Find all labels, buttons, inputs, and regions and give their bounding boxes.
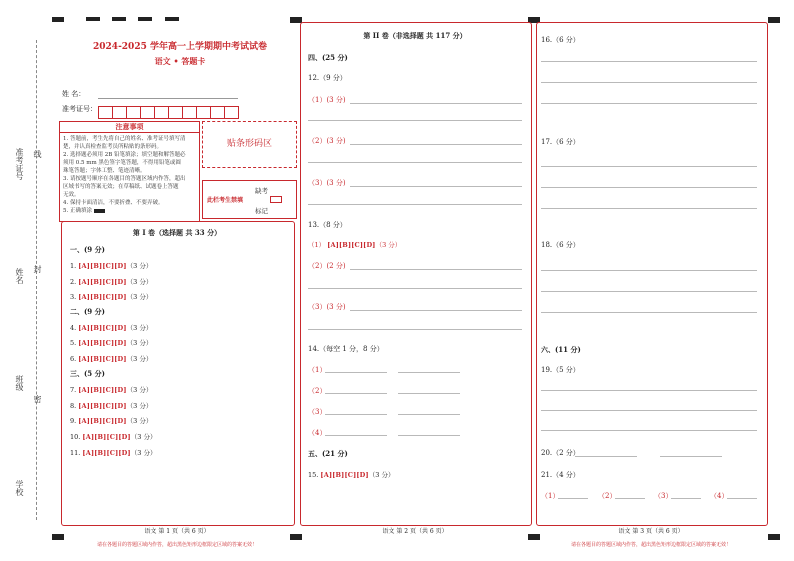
answer-line[interactable] (398, 372, 460, 373)
registration-mark (768, 17, 780, 23)
exam-title: 2024-2025 学年高一上学期期中考试试卷 (93, 42, 267, 52)
q21-1-label: （1） (541, 492, 560, 500)
seal2-text: 密 (33, 395, 42, 403)
q12-2-label: （2）(3 分) (308, 137, 346, 145)
warning-left: 请在各题目的答题区域内作答，超出黑色矩形边框限定区域的答案无效！ (96, 542, 257, 548)
answer-line[interactable] (325, 393, 387, 394)
absent-checkbox[interactable] (270, 196, 282, 203)
answer-line[interactable] (308, 288, 522, 289)
q12-1-label: （1）(3 分) (308, 96, 346, 104)
q14-1-label: （1） (308, 366, 327, 374)
answer-line[interactable] (615, 498, 645, 499)
section5-label: 五、(21 分) (308, 449, 348, 458)
q10-row[interactable]: 10. [A][B][C][D]（3 分） (70, 433, 157, 441)
barcode-area (202, 121, 297, 168)
answer-line[interactable] (325, 435, 387, 436)
notice-item: 2. 选择题必须用 2B 铅笔填涂；填空题和解答题必 (63, 152, 186, 158)
registration-mark (138, 17, 152, 21)
school-label-vertical: 学校 (15, 480, 24, 496)
notice-item: 4. 保持卡面清洁，不要折叠、不要弄破。 (63, 200, 164, 206)
notice-item: 须用 0.5 mm 黑色签字笔答题，不得用铅笔或圆 (63, 160, 181, 166)
answer-line[interactable] (575, 456, 637, 457)
answer-line[interactable] (325, 414, 387, 415)
absent-label: 此栏考生禁填 (207, 197, 244, 204)
registration-mark (86, 17, 100, 21)
notice-box (59, 121, 200, 222)
part1-title: 第 I 卷（选择题 共 33 分） (132, 228, 222, 237)
section6-label: 六、(11 分) (541, 345, 581, 354)
answer-line[interactable] (541, 430, 757, 431)
answer-line[interactable] (350, 186, 522, 187)
answer-line[interactable] (558, 498, 588, 499)
answer-line[interactable] (541, 390, 757, 391)
notice-item: 5. 正确填涂 (63, 207, 196, 215)
q12-3-label: （3）(3 分) (308, 179, 346, 187)
q14-2-label: （2） (308, 387, 327, 395)
seal-line-text: 线 (33, 150, 42, 158)
seal-text: 封 (33, 265, 42, 273)
name-label: 姓 名： (62, 90, 86, 98)
group3-label: 三、(5 分) (70, 369, 105, 378)
part2-title: 第 II 卷（非选择题 共 117 分） (363, 31, 467, 40)
q19-label: 19.（5 分） (541, 366, 580, 374)
q16-label: 16.（6 分） (541, 36, 580, 44)
ticket-label: 准考证号： (62, 105, 97, 113)
registration-mark (165, 17, 179, 21)
notice-item: 无效。 (63, 192, 80, 198)
q8-row[interactable]: 8. [A][B][C][D]（3 分） (70, 402, 153, 410)
exam-subtitle: 语文 • 答题卡 (154, 56, 206, 66)
q15-row[interactable]: 15. [A][B][C][D]（3 分） (308, 471, 395, 479)
answer-line[interactable] (660, 456, 722, 457)
q2-row[interactable]: 2. [A][B][C][D]（3 分） (70, 278, 153, 286)
notice-item: 楚，并认真检查监考员所粘贴的条形码。 (63, 144, 163, 150)
group2-label: 二、(9 分) (70, 307, 105, 316)
q14-label: 14.（每空 1 分，8 分） (308, 345, 384, 353)
answer-line[interactable] (350, 310, 522, 311)
q13-1-row[interactable]: （1） [A][B][C][D]（3 分） (308, 241, 402, 249)
barcode-label: 贴条形码区 (226, 139, 272, 149)
q6-row[interactable]: 6. [A][B][C][D]（3 分） (70, 355, 153, 363)
q13-3-label: （3）(3 分) (308, 303, 346, 311)
answer-line[interactable] (350, 269, 522, 270)
q9-row[interactable]: 9. [A][B][C][D]（3 分） (70, 417, 153, 425)
registration-mark (112, 17, 126, 21)
answer-line[interactable] (541, 61, 757, 62)
q11-row[interactable]: 11. [A][B][C][D]（3 分） (70, 449, 157, 457)
page2-footer: 语文 第 2 页（共 6 页） (382, 528, 448, 535)
q13-label: 13.（8 分） (308, 221, 347, 229)
class-label-vertical: 班级 (15, 375, 24, 391)
ticket-label-vertical: 准考证号 (15, 148, 24, 180)
answer-line[interactable] (308, 162, 522, 163)
name-field[interactable] (98, 98, 238, 99)
notice-title: 注意事项 (60, 122, 199, 133)
answer-line[interactable] (541, 410, 757, 411)
notice-item: 珠笔答题；字体工整、笔迹清晰。 (63, 168, 146, 174)
ticket-number-boxes[interactable] (98, 102, 238, 121)
answer-line[interactable] (308, 204, 522, 205)
binding-line (36, 40, 37, 520)
q20-label: 20.（2 分） (541, 449, 580, 457)
answer-line[interactable] (541, 103, 757, 104)
q21-2-label: （2） (598, 492, 617, 500)
q21-4-label: （4） (710, 492, 729, 500)
answer-line[interactable] (541, 208, 757, 209)
q4-row[interactable]: 4. [A][B][C][D]（3 分） (70, 324, 153, 332)
notice-item: 区域书写的答案无效；在草稿纸、试题卷上答题 (63, 184, 179, 190)
answer-line[interactable] (398, 435, 460, 436)
registration-mark (768, 534, 780, 540)
group1-label: 一、(9 分) (70, 245, 105, 254)
answer-line[interactable] (350, 144, 522, 145)
filled-mark-icon (94, 209, 105, 213)
q17-label: 17.（6 分） (541, 138, 580, 146)
q13-2-label: （2）(2 分) (308, 262, 346, 270)
q1-row[interactable]: 1. [A][B][C][D]（3 分） (70, 262, 153, 270)
answer-line[interactable] (727, 498, 757, 499)
q7-row[interactable]: 7. [A][B][C][D]（3 分） (70, 386, 153, 394)
q21-label: 21.（4 分） (541, 471, 580, 479)
page1-footer: 语文 第 1 页（共 6 页） (144, 528, 210, 535)
q5-row[interactable]: 5. [A][B][C][D]（3 分） (70, 339, 153, 347)
answer-line[interactable] (541, 270, 757, 271)
answer-line[interactable] (350, 103, 522, 104)
answer-line[interactable] (541, 166, 757, 167)
name-label-vertical: 姓名 (15, 268, 24, 284)
absent-box (202, 180, 297, 219)
answer-line[interactable] (541, 312, 757, 313)
answer-line[interactable] (325, 372, 387, 373)
registration-mark (52, 17, 64, 22)
section4-label: 四、(25 分) (308, 53, 348, 62)
notice-item: 1. 答题前，考生先将自己的姓名、准考证号填写清 (63, 136, 186, 142)
answer-line[interactable] (308, 120, 522, 121)
answer-line[interactable] (541, 187, 757, 188)
q21-3-label: （3） (654, 492, 673, 500)
notice-item: 3. 请按题号顺序在各题目的答题区域内作答，超出 (63, 176, 186, 182)
answer-line[interactable] (541, 291, 757, 292)
answer-line[interactable] (671, 498, 701, 499)
q14-3-label: （3） (308, 408, 327, 416)
absent-note2: 标记 (255, 207, 268, 215)
answer-line[interactable] (541, 82, 757, 83)
q18-label: 18.（6 分） (541, 241, 580, 249)
answer-line[interactable] (398, 393, 460, 394)
q12-label: 12.（9 分） (308, 74, 347, 82)
page3-footer: 语文 第 3 页（共 6 页） (618, 528, 684, 535)
q3-row[interactable]: 3. [A][B][C][D]（3 分） (70, 293, 153, 301)
answer-line[interactable] (308, 329, 522, 330)
warning-right: 请在各题目的答题区域内作答，超出黑色矩形边框限定区域的答案无效！ (570, 542, 731, 548)
q14-4-label: （4） (308, 429, 327, 437)
answer-line[interactable] (398, 414, 460, 415)
absent-note1: 缺考 (255, 187, 268, 195)
